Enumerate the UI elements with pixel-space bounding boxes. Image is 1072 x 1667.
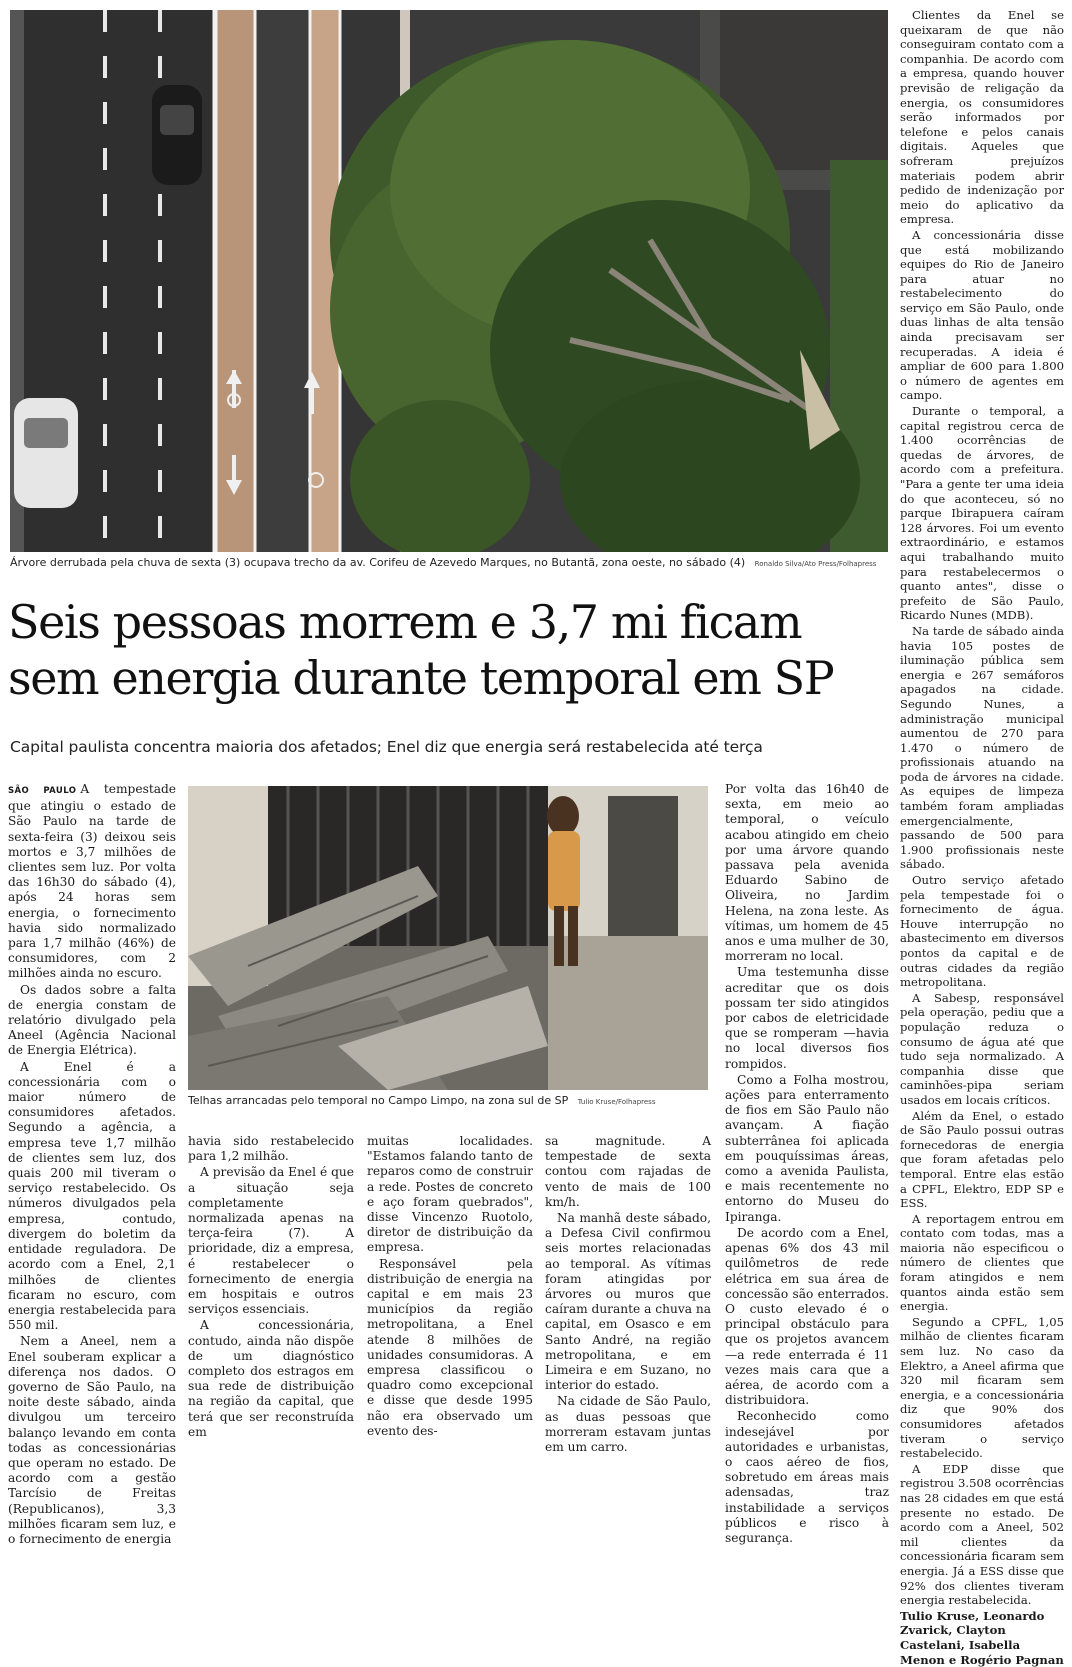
col6-paragraph: A EDP disse que registrou 3.508 ocorrências nas 28 cidades em que está presente no estado. De acordo com a Aneel, 502 mil clientes da concessionária ficaram sem energia. Já a ESS disse que 92% dos clientes tiveram energia restabelecida. [900,1461,1064,1608]
col6-paragraph: A Sabesp, responsável pela operação, pediu que a população reduza o consumo de água até que tudo seja normalizado. A companhia disse que caminhões-pipa seriam usados em locais críticos. [900,990,1064,1107]
col1-lead [8,782,176,982]
col5-paragraph: Por volta das 16h40 de sexta, em meio ao temporal, o veículo acabou atingido em cheio por uma árvore quando passava pela avenida Eduardo Sabino de Oliveira, no Jardim Helena, na zona leste. As vítimas, um homem de 45 anos e uma mulher de 30, morreram no local. [725,782,889,964]
col2-paragraph: A concessionária, contudo, ainda não dispõe de um diagnóstico completo dos estragos em sua rede de distribuição na região da capital, que terá que ser reconstruída em [188,1318,354,1439]
col6-paragraph: Além da Enel, o estado de São Paulo possui outras fornecedoras de energia que foram afetadas pelo temporal. Entre elas estão a CPFL, Elektro, EDP SP e ESS. [900,1108,1064,1211]
col1-lead-text: A tempestade que atingiu o estado de São Paulo na tarde de sexta-feira (3) deixou seis mortos e 3,7 milhões de clientes sem luz. Por volta das 16h30 do sábado (4), após 24 horas sem energia, o fornecimento havia sido normalizado para 1,7 milhão (46%) de consumidores, com 2 milhões ainda no escuro. [8,782,176,981]
col6-paragraph: A concessionária disse que está mobilizando equipes do Rio de Janeiro para atuar no restabelecimento do serviço em São Paulo, onde duas linhas de alta tensão ainda precisavam ser recuperadas. A ideia é ampliar de 600 para 1.800 o número de agentes em campo. [900,227,1064,403]
col1-paragraph: Nem a Aneel, nem a Enel souberam explicar a diferença nos dados. O governo de São Paulo, na noite deste sábado, ainda divulgou um terceiro balanço levando em conta todas as concessionárias que operam no estado. De acordo com a gestão Tarcísio de Freitas (Republicanos), 3,3 milhões ficaram sem luz, e o fornecimento de energia [8,1334,176,1546]
photo-roof-tiles [188,786,708,1090]
photo2-caption-text: Telhas arrancadas pelo temporal no Campo Limpo, na zona sul de SP [188,1094,569,1107]
subheadline: Capital paulista concentra maioria dos afetados; Enel diz que energia será restabelecida até terça [10,738,763,756]
roof-tiles-image [188,786,708,1090]
col6-paragraph: Na tarde de sábado ainda havia 105 postes de iluminação pública sem energia e 267 semáforos apagados na cidade. Segundo Nunes, a administração municipal aumentou de 270 para 1.470 o número de profissionais atuando na poda de árvores na cidade. As equipes de limpeza também foram ampliadas emergencialmente, passando de 500 para 1.900 profissionais neste sábado. [900,623,1064,872]
dateline: SÃO PAULO [8,786,77,796]
article-column-6 [900,8,1064,1667]
col2-paragraph: havia sido restabelecido para 1,2 milhão. [188,1134,354,1164]
article-column-4 [545,1134,711,1455]
col6-paragraph: Clientes da Enel se queixaram de que não conseguiram contato com a companhia. De acordo com a empresa, quando houver previsão de religação da energia, os consumidores serão informados por telefone e pelos canais digitais. Aqueles que sofreram prejuízos materiais podem abrir pedido de indenização por meio do aplicativo da empresa. [900,8,1064,227]
col1-paragraph: Os dados sobre a falta de energia constam de relatório divulgado pela Aneel (Agência Nacional de Energia Elétrica). [8,982,176,1058]
col5-paragraph: Uma testemunha disse acreditar que os dois possam ter sido atingidos por cabos de eletricidade que se romperam —havia no local diversos fios rompidos. [725,965,889,1071]
col4-paragraph: Na manhã deste sábado, a Defesa Civil confirmou seis mortes relacionadas ao temporal. As vítimas foram atingidas por árvores ou muros que caíram durante a chuva na capital, em Osasco e em Santo André, na região metropolitana, e em Limeira e em Suzano, no interior do estado. [545,1211,711,1393]
article-column-2 [188,1134,354,1440]
article-column-3 [367,1134,533,1439]
article-column-5 [725,782,889,1546]
col1-paragraph: A Enel é a concessionária com o maior número de consumidores afetados. Segundo a agência, a empresa teve 1,7 milhão de clientes sem luz, dos quais 200 mil tiveram o serviço restabelecido. Os números divulgados pela empresa, contudo, divergem do boletim da entidade reguladora. De acordo com a Enel, 2,1 milhões de clientes ficaram no escuro, com energia restabelecida para 550 mil. [8,1059,176,1333]
headline-line-2: sem energia durante temporal em SP [8,651,834,705]
article-column-1 [8,782,176,1547]
photo2-credit: Tulio Kruse/Folhapress [577,1098,656,1106]
col3-paragraph: muitas localidades. "Estamos falando tanto de reparos como de construir a rede. Postes de concreto e aço foram quebrados", disse Vincenzo Ruotolo, diretor de distribuição da empresa. [367,1134,533,1255]
col5-paragraph: Como a Folha mostrou, ações para enterramento de fios em São Paulo não avançam. A fiação subterrânea foi aplicada em pouquíssimas áreas, como a avenida Paulista, e mais recentemente no entorno do Museu do Ipiranga. [725,1072,889,1224]
col4-paragraph: Na cidade de São Paulo, as duas pessoas que morreram estavam juntas em um carro. [545,1394,711,1455]
photo1-credit: Ronaldo Silva/Ato Press/Folhapress [754,560,877,568]
col5-paragraph: De acordo com a Enel, apenas 6% dos 43 mil quilômetros de rede elétrica em sua área de concessão são enterrados. O custo elevado é o principal obstáculo para que os projetos avancem —a rede enterrada é 11 vezes mais cara que a aérea, de acordo com a distribuidora. [725,1225,889,1408]
byline: Tulio Kruse, Leonardo Zvarick, Clayton Castelani, Isabella Menon e Rogério Pagnan [900,1608,1064,1667]
col3-paragraph: Responsável pela distribuição de energia na capital e em mais 23 municípios da região metropolitana, a Enel atende 8 milhões de unidades consumidoras. A empresa classificou o quadro como excepcional e disse que desde 1995 não era observado um evento des- [367,1256,533,1438]
col6-paragraph: Outro serviço afetado pela tempestade foi o fornecimento de água. Houve interrupção no abastecimento em diversos pontos da capital e de outras cidades da região metropolitana. [900,873,1064,990]
photo-fallen-tree [10,10,888,552]
headline-line-1: Seis pessoas morrem e 3,7 mi ficam [8,595,802,649]
col6-paragraph: Segundo a CPFL, 1,05 milhão de clientes ficaram sem luz. No caso da Elektro, a Aneel afirma que 320 mil ficaram sem energia, e a concessionária diz que 90% dos consumidores afetados tiveram o serviço restabelecido. [900,1314,1064,1461]
col4-paragraph: sa magnitude. A tempestade de sexta contou com rajadas de vento de mais de 100 km/h. [545,1134,711,1209]
col5-paragraph: Reconhecido como indesejável por autoridades e urbanistas, o caos aéreo de fios, sobretudo em áreas mais adensadas, traz instabilidade a serviços públicos e risco à segurança. [725,1409,889,1545]
photo1-caption-text: Árvore derrubada pela chuva de sexta (3) ocupava trecho da av. Corifeu de Azevedo Marques, no Butantã, zona oeste, no sábado (4) [10,556,746,569]
photo1-caption [10,556,876,569]
col6-paragraph: Durante o temporal, a capital registrou cerca de 1.400 ocorrências de quedas de árvores, de acordo com a prefeitura. "Para a gente ter uma ideia do que aconteceu, só no parque Ibirapuera caíram 128 árvores. Foi um evento extraordinário, e estamos aqui trabalhando muito para restabelecermos o quanto antes", disse o prefeito de São Paulo, Ricardo Nunes (MDB). [900,404,1064,623]
photo2-caption [188,1094,655,1107]
col2-paragraph: A previsão da Enel é que a situação seja completamente normalizada apenas na terça-feira (7). A prioridade, diz a empresa, é restabelecer o fornecimento de energia em hospitais e outros serviços essenciais. [188,1165,354,1317]
fallen-tree-image [10,10,888,552]
headline [8,594,892,706]
col6-paragraph: A reportagem entrou em contato com todas, mas a maioria não especificou o número de clientes que foram atingidos e nem quantos ainda estão sem energia. [900,1211,1064,1314]
